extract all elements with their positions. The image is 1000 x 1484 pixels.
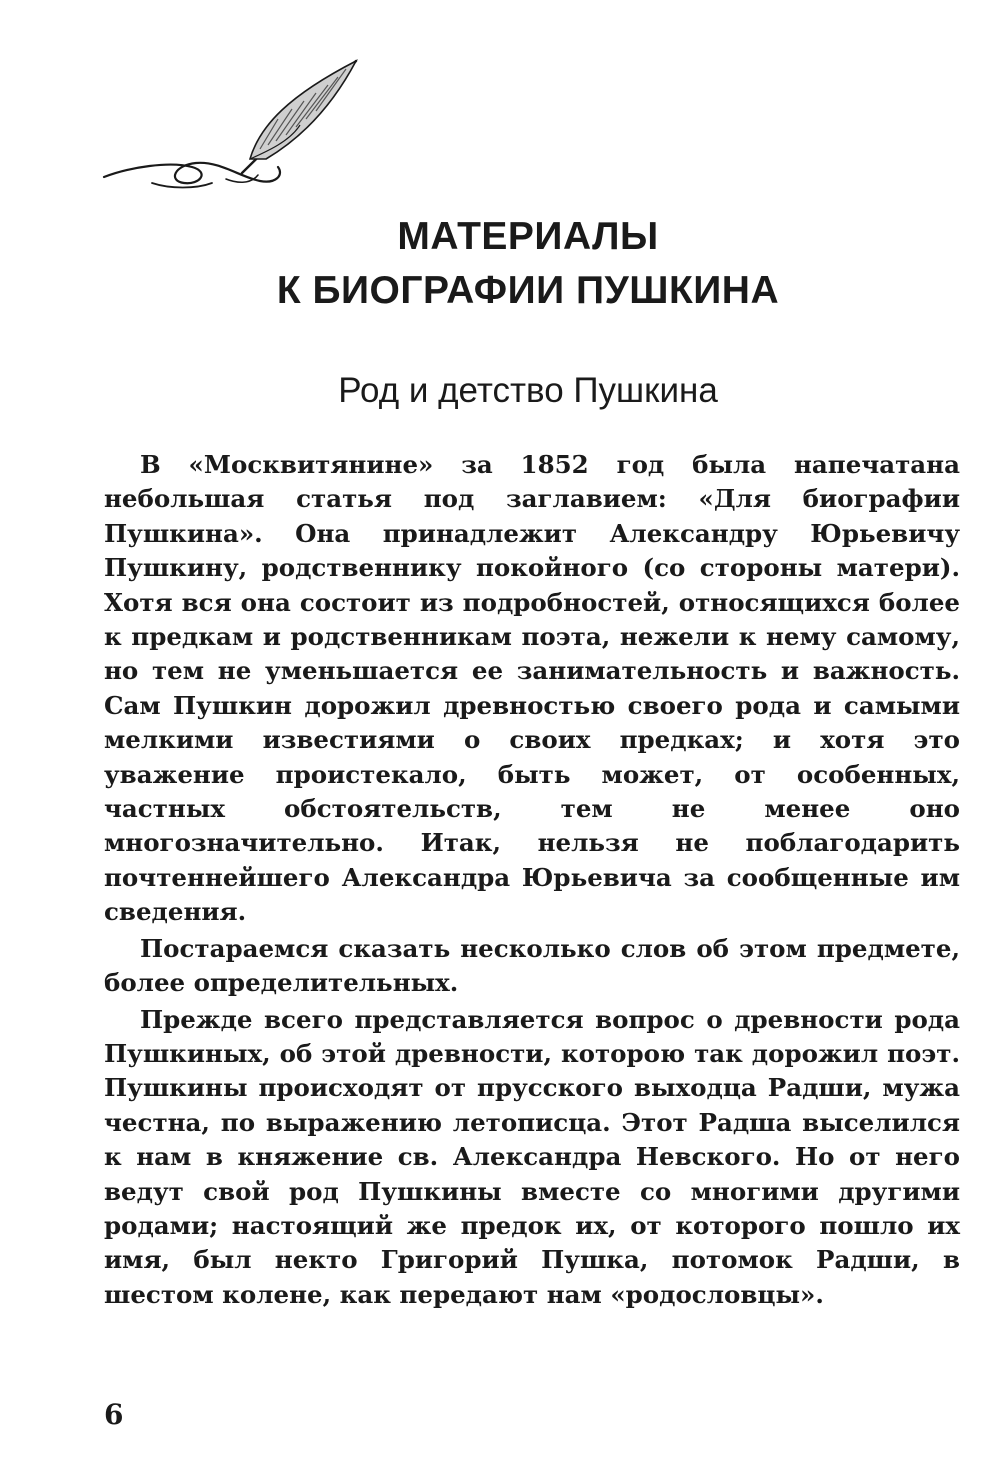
chapter-title-line-2: К БИОГРАФИИ ПУШКИНА (276, 269, 780, 312)
chapter-title-line-1: МАТЕРИАЛЫ (397, 215, 659, 258)
paragraph: Прежде всего представляется вопрос о древности рода Пушкиных, об этой древности, которою так дорожил поэт. Пушкины происходят от прусского выходца Радши, мужа честна, по выражению летописца. Этот Радша выселился к нам в княжение св. Александра Невского. Но от него ведут свой род Пушкины вместе со многими другими родами; настоящий же предок их, от которого пошло их имя, был некто Григорий Пушка, потомок Радши, в шестом колене, как передают нам «родословцы». (104, 1004, 960, 1309)
chapter-title (0, 210, 1000, 318)
quill-pen-icon (100, 55, 370, 200)
paragraph: В «Москвитянине» за 1852 год была напечатана небольшая статья под заглавием: «Для биографии Пушкина». Она принадлежит Александру Юрьевичу Пушкину, родственнику покойного (со стороны матери). Хотя вся она состоит из подробностей, относящихся более к предкам и родственникам поэта, нежели к нему самому, но тем не уменьшается ее занимательность и важность. Сам Пушкин дорожил древностью своего рода и самыми мелкими известиями о своих предках; и хотя это уважение проистекало, быть может, от особенных, частных обстоятельств, тем не менее оно многозначительно. Итак, нельзя не поблагодарить почтеннейшего Александра Юрьевича за сообщенные им сведения. (104, 450, 960, 927)
body-text (104, 448, 960, 1314)
paragraph: Постараемся сказать несколько слов об этом предмете, более определительных. (104, 933, 960, 998)
page-number: 6 (104, 1398, 124, 1431)
section-title: Род и детство Пушкина (338, 371, 718, 410)
